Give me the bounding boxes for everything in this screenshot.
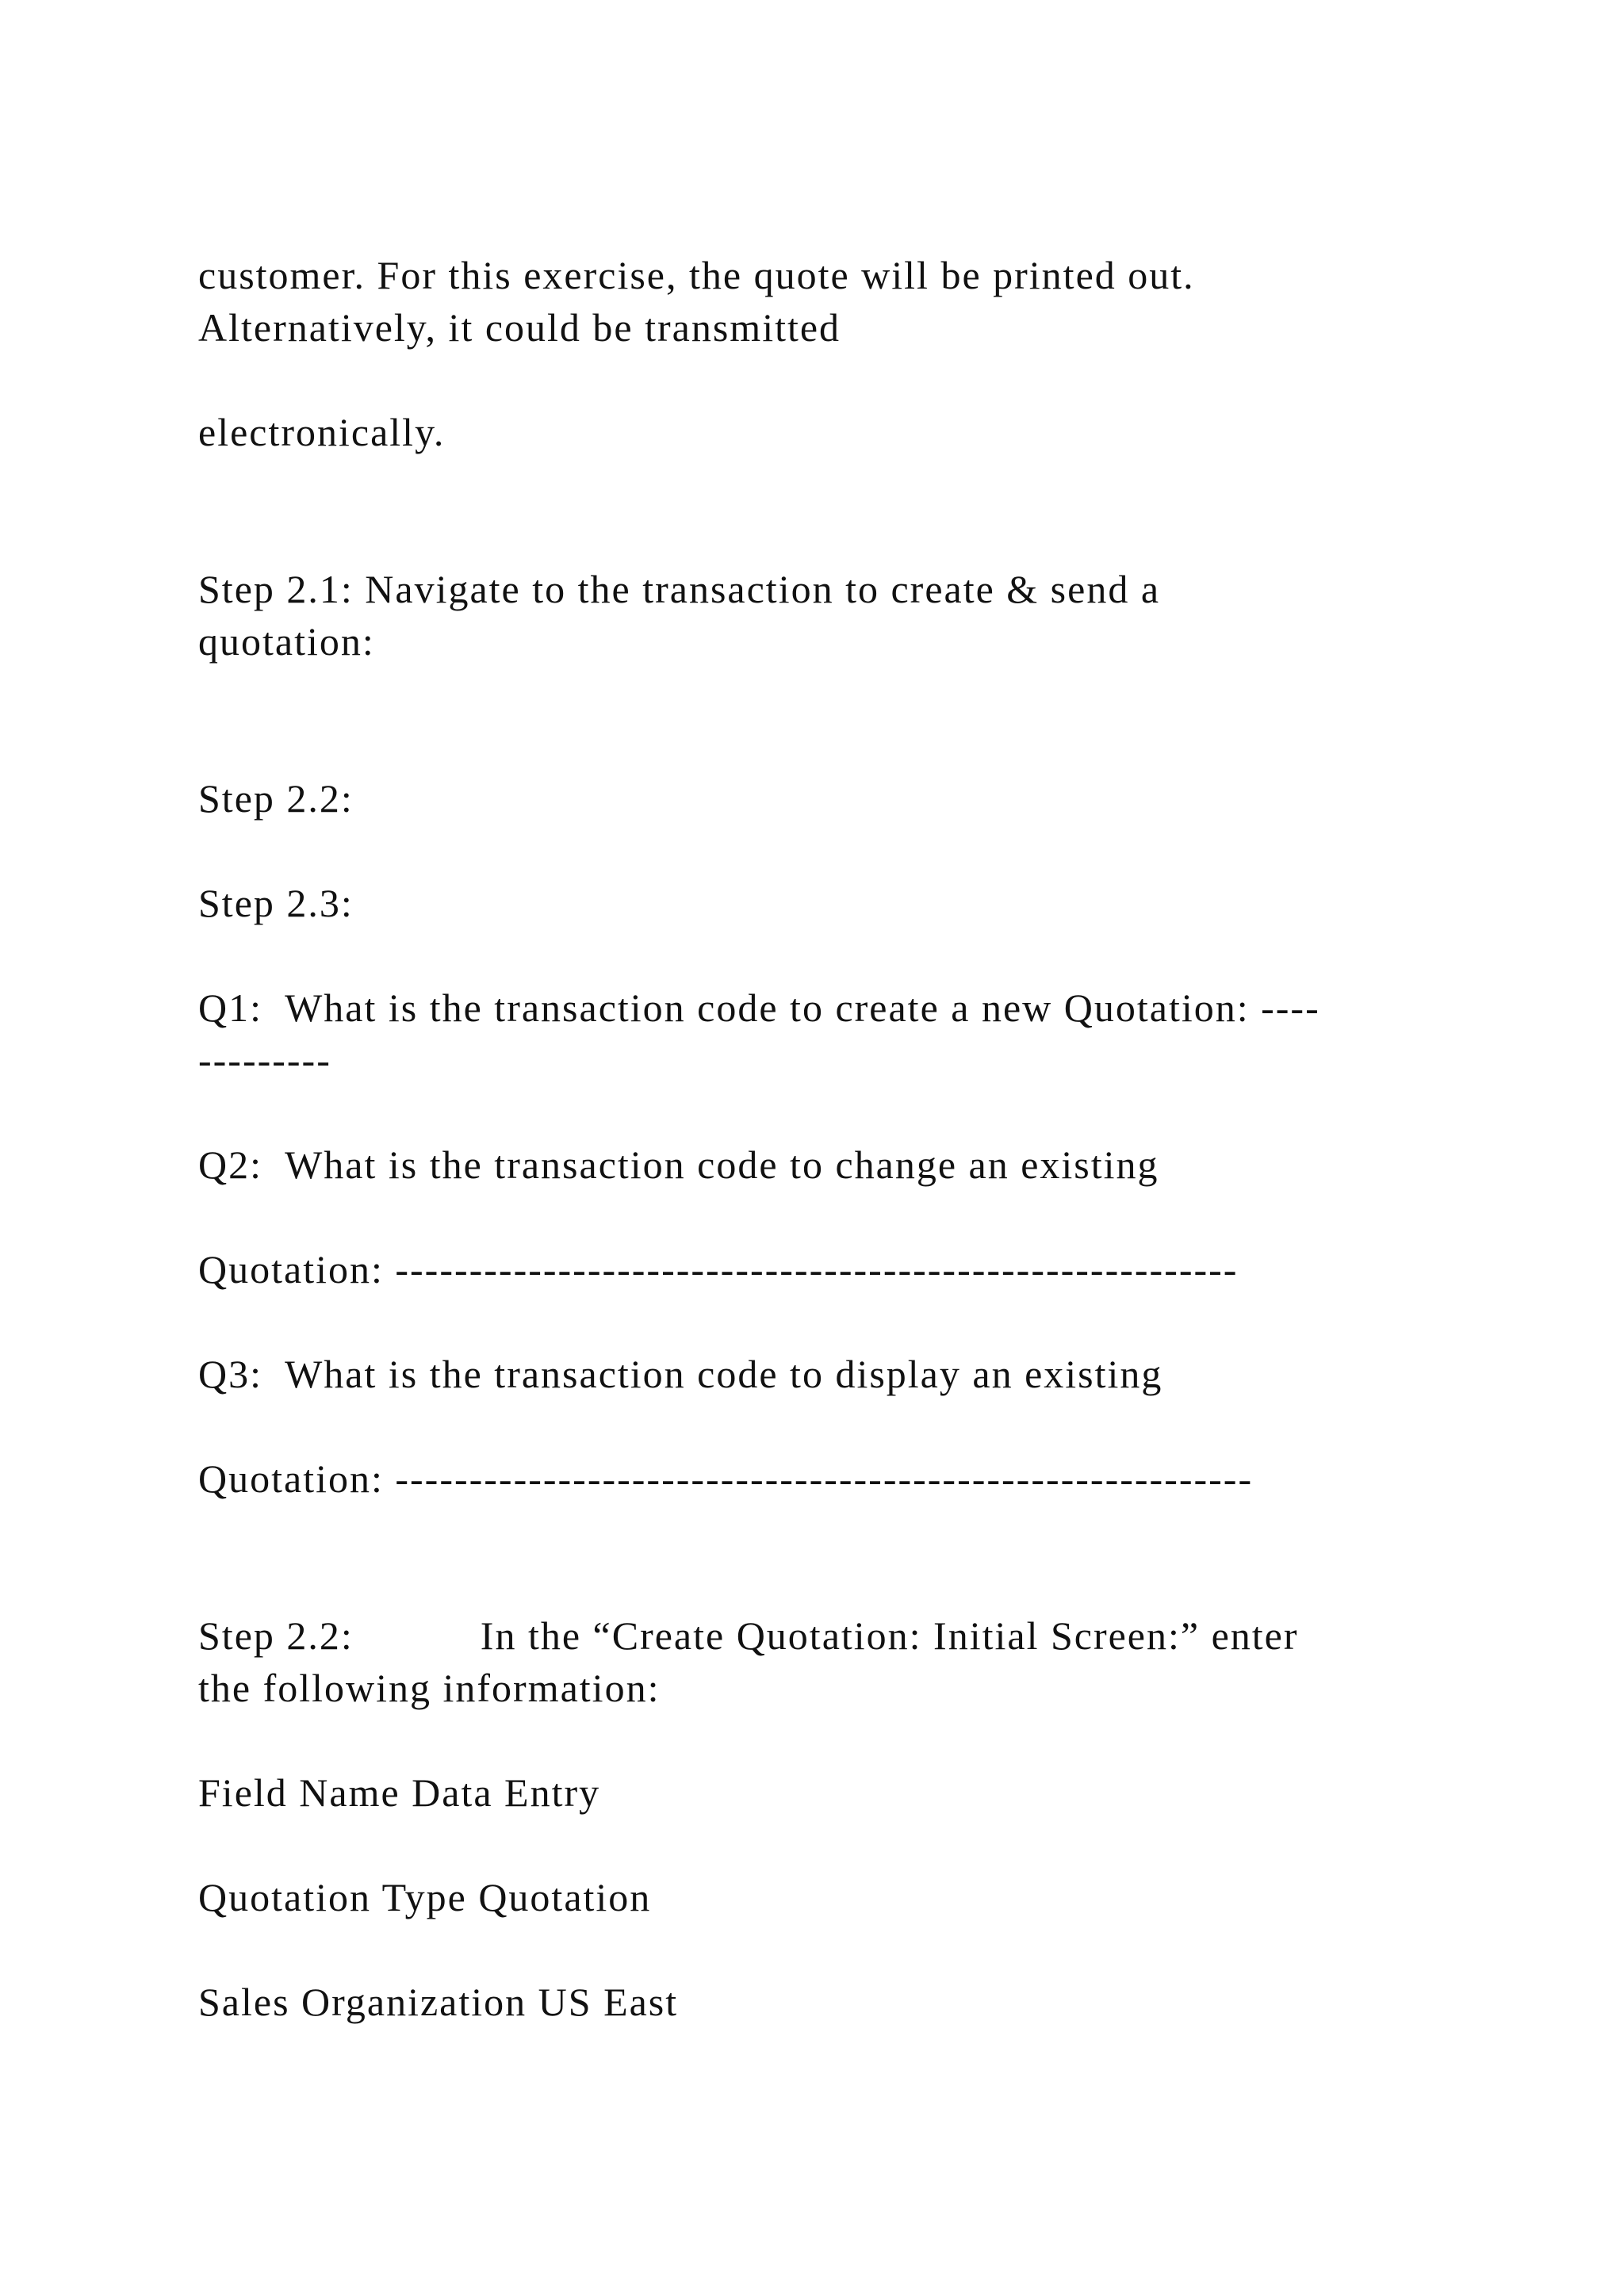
question-2-blank: Quotation: --------------------------------------------------------- — [198, 1247, 1239, 1292]
table-header-line: Field Name Data Entry — [198, 1770, 601, 1815]
question-2: Q2: What is the transaction code to change an existing — [198, 1142, 1159, 1187]
step-2-2-instruction-label: Step 2.2: — [198, 1613, 354, 1658]
question-1: Q1: What is the transaction code to create a new Quotation: ---- — [198, 985, 1320, 1030]
text-line: the following information: — [198, 1666, 661, 1710]
table-row-line: Quotation Type Quotation — [198, 1875, 652, 1919]
question-3: Q3: What is the transaction code to display an existing — [198, 1352, 1163, 1396]
step-2-1-line: Step 2.1: Navigate to the transaction to create & send a — [198, 567, 1161, 611]
table-row-line: Sales Organization US East — [198, 1980, 679, 2024]
text-line: Alternatively, it could be transmitted — [198, 305, 841, 350]
step-2-2-label: Step 2.2: — [198, 776, 354, 821]
step-2-3-label: Step 2.3: — [198, 881, 354, 925]
question-3-blank: Quotation: ---------------------------------------------------------- — [198, 1456, 1254, 1501]
text-line: electronically. — [198, 410, 446, 454]
text-line: customer. For this exercise, the quote will be printed out. — [198, 253, 1195, 297]
step-2-2-instruction-text: In the “Create Quotation: Initial Screen:” enter — [480, 1613, 1299, 1658]
text-line: quotation: — [198, 619, 375, 664]
step-2-2-instruction — [198, 1609, 1299, 1662]
question-1-blank: --------- — [198, 1038, 331, 1082]
